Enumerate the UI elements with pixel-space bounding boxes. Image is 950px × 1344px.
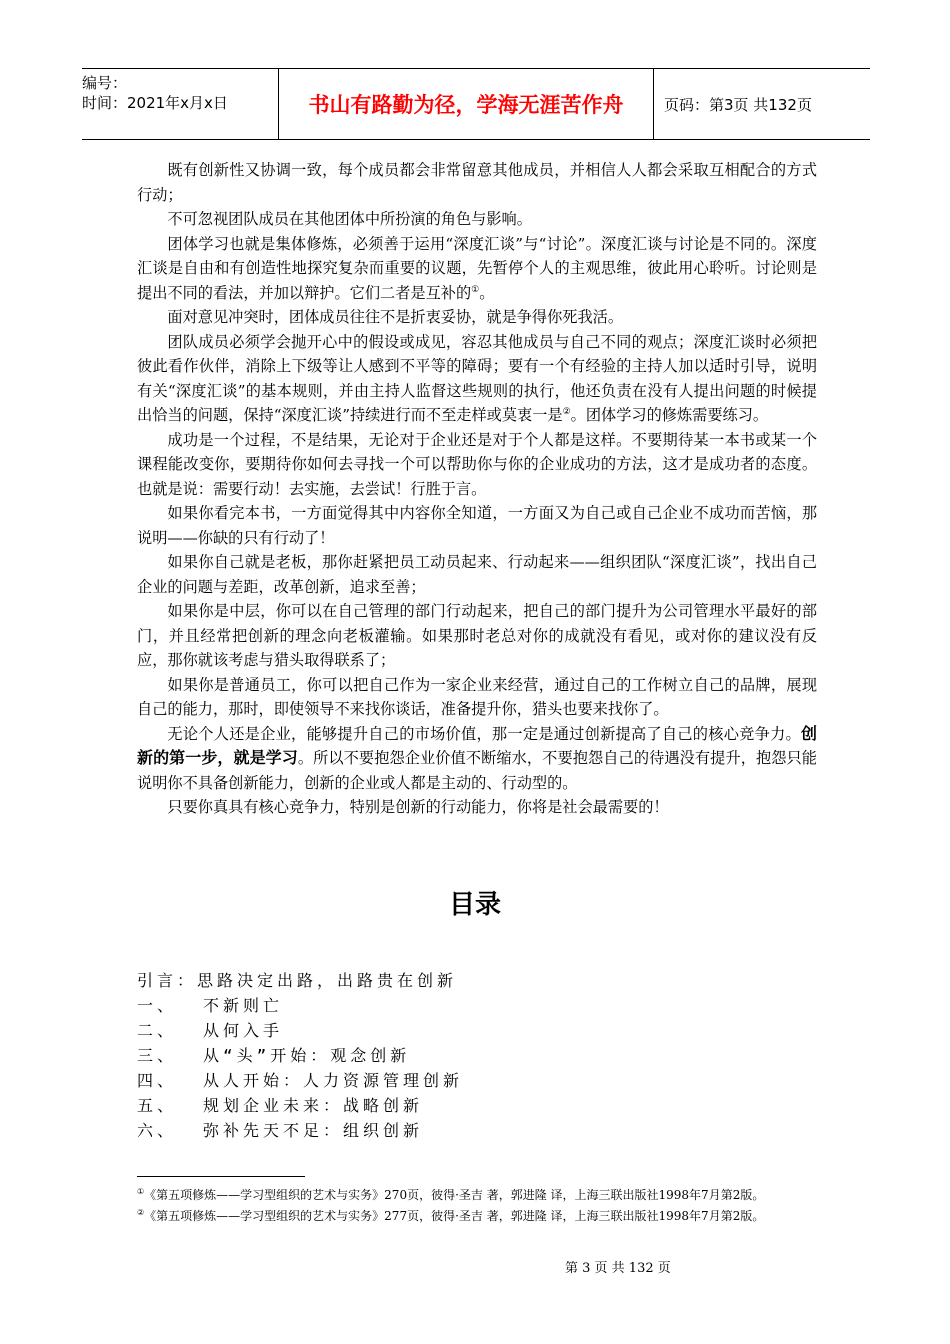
toc-item: 五、 规划企业未来：战略创新 bbox=[137, 1096, 424, 1115]
date-label: 时间：2021年x月x日 bbox=[82, 94, 228, 112]
paragraph: 成功是一个过程，不是结果，无论对于企业还是对于个人都是这样。不要期待某一本书或某一个课程能改变你，要期待你如何去寻找一个可以帮助你与你的企业成功的方法，这才是成功者的态度。也就是说：需要行动！去实施，去尝试！行胜于言。 bbox=[137, 430, 817, 498]
footnote-divider bbox=[137, 1176, 305, 1177]
footnote: ①《第五项修炼——学习型组织的艺术与实务》270页，彼得·圣吉 著，郭进隆 译，上海三联出版社1998年7月第2版。 bbox=[137, 1187, 765, 1202]
paragraph: 无论个人还是企业，能够提升自己的市场价值，那一定是通过创新提高了自己的核心竞争力。创新的第一步，就是学习。所以不要抱怨企业价值不断缩水，不要抱怨自己的待遇没有提升，抱怨只能说明你不具备创新能力，创新的企业或人都是主动的、行动型的。 bbox=[137, 723, 817, 792]
footnotes bbox=[137, 1184, 817, 1226]
paragraph: 团队成员必须学会抛开心中的假设或成见，容忍其他成员与自己不同的观点；深度汇谈时必须把彼此看作伙伴，消除上下级等让人感到不平等的障碍；要有一个有经验的主持人加以适时引导，说明有关“深度汇谈”的基本规则，并由主持人监督这些规则的执行，他还负责在没有人提出问题的时候提出恰当的问题，保持“深度汇谈”持续进行而不至走样或莫衷一是②。团体学习的修炼需要练习。 bbox=[137, 332, 817, 424]
paragraph: 如果你是中层，你可以在自己管理的部门行动起来，把自己的部门提升为公司管理水平最好的部门，并且经常把创新的理念向老板灌输。如果那时老总对你的成就没有看见，或对你的建议没有反应，那你就该考虑与猎头取得联系了； bbox=[137, 602, 817, 669]
header-meta bbox=[82, 69, 279, 139]
toc-item: 一、 不新则亡 bbox=[137, 996, 284, 1015]
paragraph: 不可忽视团队成员在其他团体中所扮演的角色与影响。 bbox=[167, 210, 532, 228]
paragraph: 面对意见冲突时，团体成员往往不是折衷妥协，就是争得你死我活。 bbox=[167, 308, 624, 326]
toc-item: 二、 从何入手 bbox=[137, 1021, 284, 1040]
paragraph: 如果你是普通员工，你可以把自己作为一家企业来经营，通过自己的工作树立自己的品牌，展现自己的能力，那时，即使领导不来找你谈话，准备提升你，猎头也要来找你了。 bbox=[137, 675, 817, 718]
header-motto: 书山有路勤为径，学海无涯苦作舟 bbox=[279, 69, 654, 139]
page-header bbox=[82, 68, 870, 140]
number-label: 编号： bbox=[82, 74, 128, 92]
paragraph: 如果你自己就是老板，那你赶紧把员工动员起来、行动起来——组织团队“深度汇谈”，找出自己企业的问题与差距，改革创新，追求至善； bbox=[137, 553, 817, 596]
paragraph: 如果你看完本书，一方面觉得其中内容你全知道，一方面又为自己或自己企业不成功而苦恼，那说明——你缺的只有行动了！ bbox=[137, 504, 817, 547]
header-page-info: 页码：第3页 共132页 bbox=[664, 95, 812, 114]
emphasis-text: 创新的第一步，就是学习 bbox=[137, 723, 817, 767]
toc-item: 四、 从人开始：人力资源管理创新 bbox=[137, 1071, 464, 1090]
paragraph: 只要你真具有核心竞争力，特别是创新的行动能力，你将是社会最需要的！ bbox=[167, 798, 669, 816]
toc-title: 目录 bbox=[448, 890, 501, 920]
footnote-ref-1: ① bbox=[471, 284, 480, 295]
page-footer: 第 3 页 共 132 页 bbox=[565, 1261, 671, 1276]
footnote-ref-2: ② bbox=[562, 406, 571, 417]
paragraph: 团体学习也就是集体修炼，必须善于运用“深度汇谈”与“讨论”。深度汇谈与讨论是不同的。深度汇谈是自由和有创造性地探究复杂而重要的议题，先暂停个人的主观思维，彼此用心聆听。讨论则是提出不同的看法，并加以辩护。它们二者是互补的①。 bbox=[137, 234, 817, 302]
toc-item: 六、 弥补先天不足：组织创新 bbox=[137, 1121, 424, 1140]
toc-intro: 引言：思路决定出路，出路贵在创新 bbox=[137, 971, 458, 990]
body-text bbox=[137, 158, 817, 820]
toc-item: 三、 从“头”开始：观念创新 bbox=[137, 1046, 411, 1065]
footnote: ②《第五项修炼——学习型组织的艺术与实务》277页，彼得·圣吉 著，郭进隆 译，上海三联出版社1998年7月第2版。 bbox=[137, 1208, 765, 1223]
table-of-contents bbox=[137, 968, 463, 1143]
paragraph: 既有创新性又协调一致，每个成员都会非常留意其他成员，并相信人人都会采取互相配合的方式行动； bbox=[137, 161, 817, 204]
